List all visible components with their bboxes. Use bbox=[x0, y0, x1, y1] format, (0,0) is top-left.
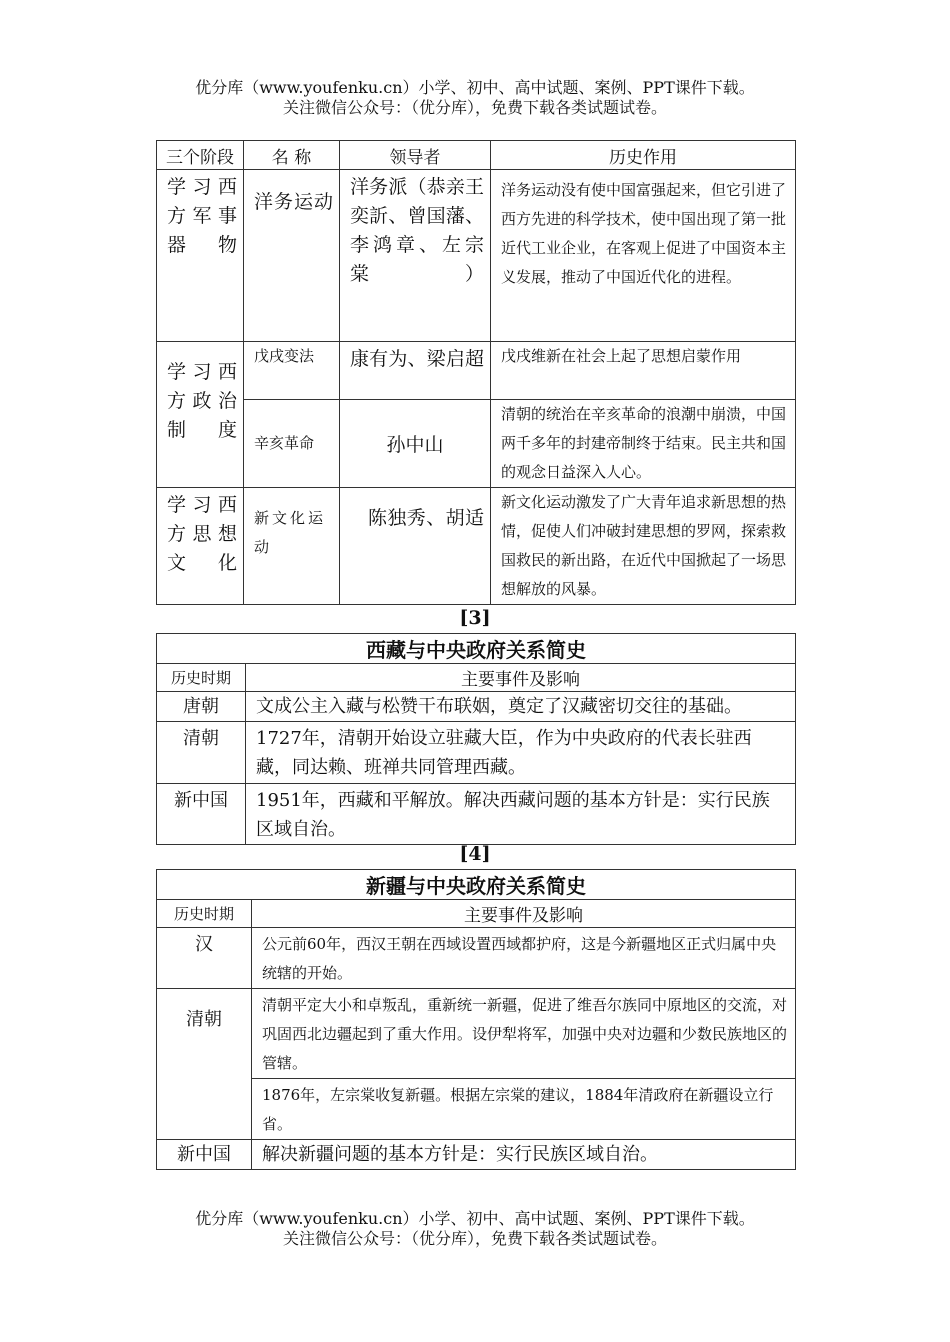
role-cell: 戊戌维新在社会上起了思想启蒙作用 bbox=[491, 342, 796, 400]
table-title: 新疆与中央政府关系简史 bbox=[157, 870, 796, 900]
stage-cell: 学习西方思想文化 bbox=[157, 488, 244, 605]
name-cell: 戊戌变法 bbox=[244, 342, 340, 400]
modernization-table bbox=[156, 140, 796, 605]
table-header-row bbox=[157, 141, 796, 170]
event-cell: 1876年，左宗棠收复新疆。根据左宗棠的建议，1884年清政府在新疆设立行省。 bbox=[252, 1079, 796, 1140]
header-line-1: 优分库（www.youfenku.cn）小学、初中、高中试题、案例、PPT课件下载。 bbox=[195, 78, 755, 97]
name-cell: 辛亥革命 bbox=[244, 400, 340, 488]
table-row bbox=[157, 1079, 796, 1140]
event-cell: 文成公主入藏与松赞干布联姻，奠定了汉藏密切交往的基础。 bbox=[246, 692, 796, 722]
name-cell: 新文化运动 bbox=[244, 488, 340, 605]
table-title-row bbox=[157, 634, 796, 664]
table-row bbox=[157, 928, 796, 989]
table-row bbox=[157, 722, 796, 784]
page-footer bbox=[0, 1209, 950, 1249]
name-cell: 洋务运动 bbox=[244, 170, 340, 342]
section-label-3: [3] bbox=[459, 607, 491, 629]
leader-cell: 陈独秀、胡适 bbox=[340, 488, 491, 605]
header-cell: 主要事件及影响 bbox=[246, 664, 796, 692]
period-cell: 汉 bbox=[157, 928, 252, 989]
tibet-table bbox=[156, 633, 796, 845]
header-cell: 三个阶段 bbox=[157, 141, 244, 170]
header-cell: 历史时期 bbox=[157, 664, 246, 692]
xinjiang-table bbox=[156, 869, 796, 1170]
header-cell: 名 称 bbox=[244, 141, 340, 170]
leader-cell: 孙中山 bbox=[340, 400, 491, 488]
table-row bbox=[157, 692, 796, 722]
table-row bbox=[157, 400, 796, 488]
table-row bbox=[157, 488, 796, 605]
period-cell: 清朝 bbox=[157, 989, 252, 1140]
table-row bbox=[157, 170, 796, 342]
header-cell: 历史作用 bbox=[491, 141, 796, 170]
stage-cell: 学习西方军事器物 bbox=[157, 170, 244, 342]
table-title: 西藏与中央政府关系简史 bbox=[157, 634, 796, 664]
table-row bbox=[157, 989, 796, 1079]
event-cell: 公元前60年，西汉王朝在西域设置西域都护府，这是今新疆地区正式归属中央统辖的开始。 bbox=[252, 928, 796, 989]
header-cell: 领导者 bbox=[340, 141, 491, 170]
page-header bbox=[0, 78, 950, 118]
leader-cell: 康有为、梁启超 bbox=[340, 342, 491, 400]
table-header-row bbox=[157, 664, 796, 692]
event-cell: 1727年，清朝开始设立驻藏大臣，作为中央政府的代表长驻西藏，同达赖、班禅共同管理西藏。 bbox=[246, 722, 796, 784]
period-cell: 新中国 bbox=[157, 784, 246, 845]
period-cell: 唐朝 bbox=[157, 692, 246, 722]
footer-line-2: 关注微信公众号：（优分库），免费下载各类试题试卷。 bbox=[282, 1229, 667, 1248]
period-cell: 新中国 bbox=[157, 1140, 252, 1170]
header-cell: 主要事件及影响 bbox=[252, 900, 796, 928]
header-cell: 历史时期 bbox=[157, 900, 252, 928]
role-cell: 洋务运动没有使中国富强起来，但它引进了西方先进的科学技术，使中国出现了第一批近代工业企业，在客观上促进了中国资本主义发展，推动了中国近代化的进程。 bbox=[491, 170, 796, 342]
event-cell: 解决新疆问题的基本方针是：实行民族区域自治。 bbox=[252, 1140, 796, 1170]
table-row bbox=[157, 1140, 796, 1170]
event-cell: 清朝平定大小和卓叛乱，重新统一新疆，促进了维吾尔族同中原地区的交流，对巩固西北边疆起到了重大作用。设伊犁将军，加强中央对边疆和少数民族地区的管辖。 bbox=[252, 989, 796, 1079]
role-cell: 新文化运动激发了广大青年追求新思想的热情，促使人们冲破封建思想的罗网，探索救国救民的新出路，在近代中国掀起了一场思想解放的风暴。 bbox=[491, 488, 796, 605]
table-header-row bbox=[157, 900, 796, 928]
section-label-4: [4] bbox=[459, 843, 491, 865]
stage-cell: 学习西方政治制度 bbox=[157, 342, 244, 488]
table-title-row bbox=[157, 870, 796, 900]
table-row bbox=[157, 784, 796, 845]
role-cell: 清朝的统治在辛亥革命的浪潮中崩溃，中国两千多年的封建帝制终于结束。民主共和国的观念日益深入人心。 bbox=[491, 400, 796, 488]
table-row bbox=[157, 342, 796, 400]
footer-line-1: 优分库（www.youfenku.cn）小学、初中、高中试题、案例、PPT课件下载。 bbox=[195, 1209, 755, 1228]
header-line-2: 关注微信公众号：（优分库），免费下载各类试题试卷。 bbox=[282, 98, 667, 117]
leader-cell: 洋务派（恭亲王奕訢、曾国藩、李鸿章、左宗棠） bbox=[340, 170, 491, 342]
period-cell: 清朝 bbox=[157, 722, 246, 784]
event-cell: 1951年，西藏和平解放。解决西藏问题的基本方针是：实行民族区域自治。 bbox=[246, 784, 796, 845]
